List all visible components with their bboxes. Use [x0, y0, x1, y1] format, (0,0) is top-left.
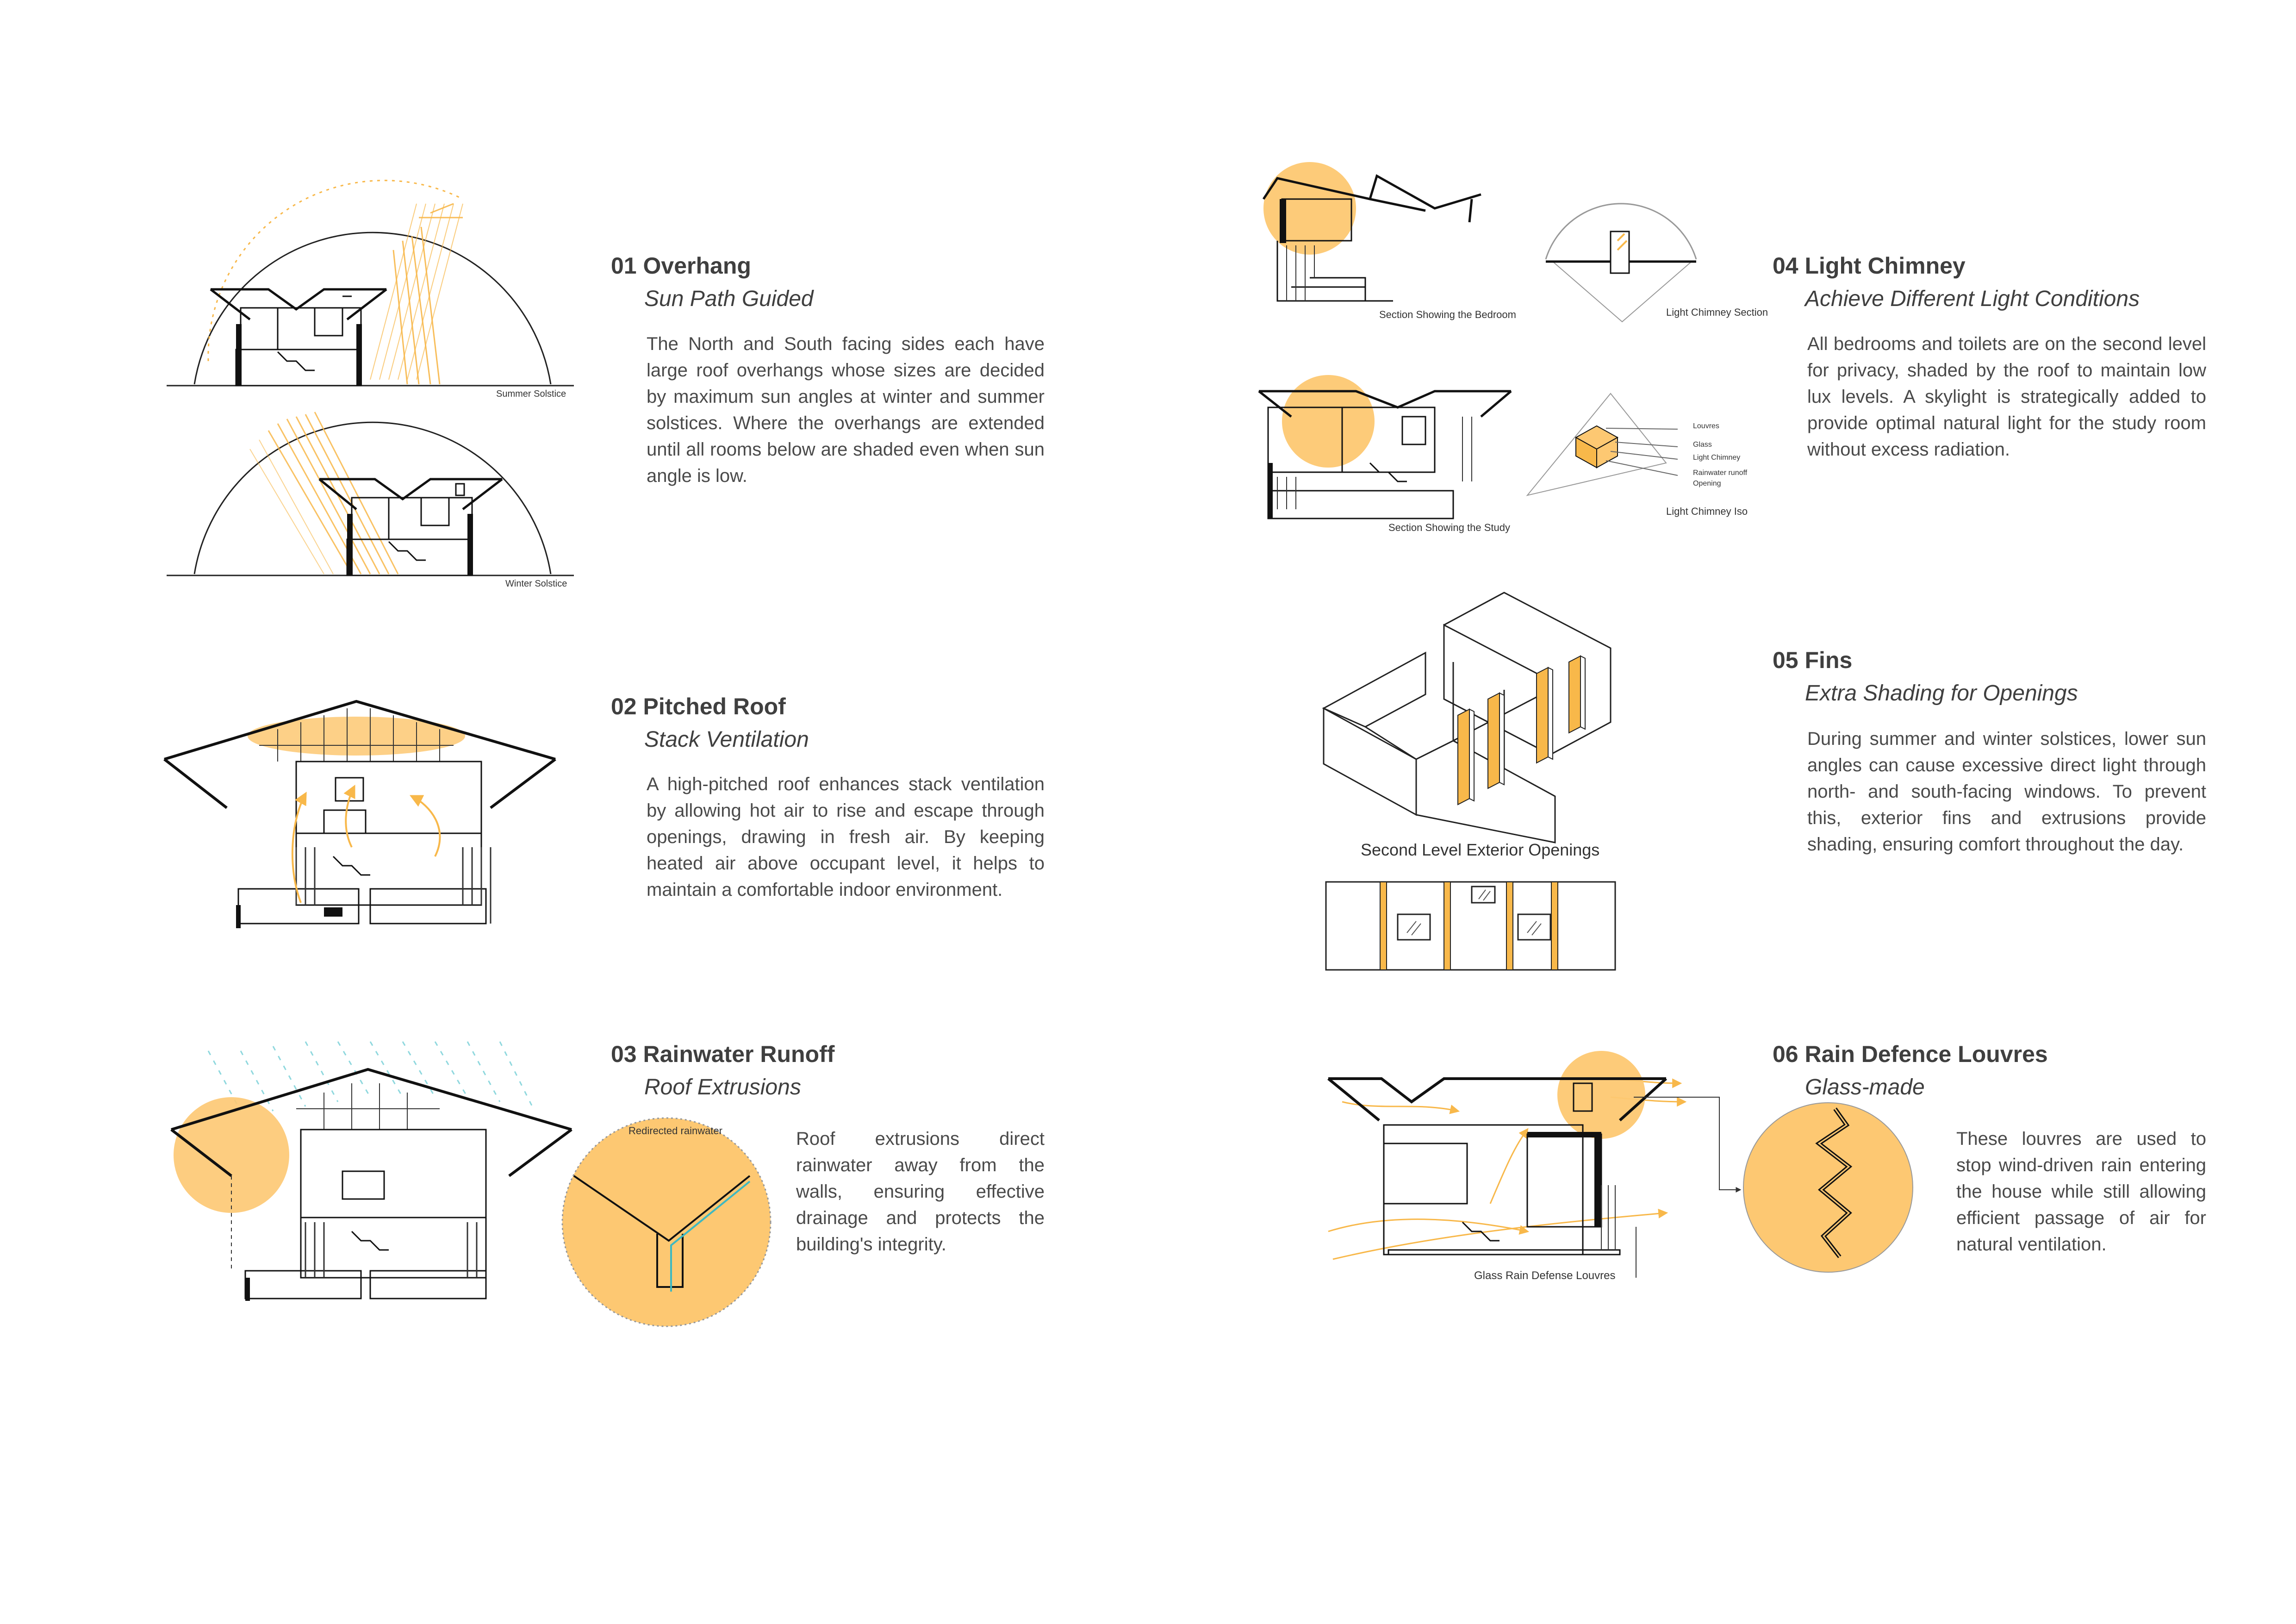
light-chimney-label: Light Chimney: [1693, 454, 1741, 462]
light-chimney-iso-diagram: [1527, 394, 1678, 495]
section-03-title: 03 Rainwater Runoff: [611, 1041, 835, 1067]
opening-label: Opening: [1693, 480, 1721, 487]
light-chimney-section-caption: Light Chimney Section: [1666, 306, 1768, 318]
glass-louvres-caption: Glass Rain Defense Louvres: [1474, 1269, 1616, 1282]
light-chimney-iso-caption: Light Chimney Iso: [1666, 506, 1748, 517]
summer-solstice-diagram: [167, 181, 574, 386]
winter-solstice-caption: Winter Solstice: [505, 579, 567, 589]
louvres-label: Louvres: [1693, 422, 1719, 430]
second-level-openings-caption: Second Level Exterior Openings: [1361, 840, 1600, 859]
fins-iso-diagram: [1324, 593, 1611, 843]
section-03-subtitle: Roof Extrusions: [644, 1075, 801, 1099]
redirected-rainwater-caption: Redirected rainwater: [628, 1125, 722, 1137]
section-05-subtitle: Extra Shading for Openings: [1805, 681, 2078, 706]
glass-label: Glass: [1693, 441, 1712, 449]
section-03-body: Roof extrusions direct rainwater away from the walls, ensuring effective drainage and protects the building's integrity.: [796, 1129, 1045, 1255]
section-01-subtitle: Sun Path Guided: [644, 287, 814, 311]
bedroom-section-diagram: [1263, 162, 1481, 301]
pitched-roof-diagram: [164, 701, 555, 928]
section-04-subtitle: Achieve Different Light Conditions: [1805, 287, 2140, 311]
winter-solstice-diagram: [167, 412, 574, 575]
section-05-title: 05 Fins: [1773, 647, 1853, 673]
section-04-body: All bedrooms and toilets are on the second level for privacy, shaded by the roof to maintain low lux levels. A skylight is strategically added to provide optimal natural light for the study room without excess radiation.: [1807, 334, 2206, 460]
section-04-title: 04 Light Chimney: [1773, 253, 1966, 279]
study-section-caption: Section Showing the Study: [1388, 522, 1510, 533]
section-01-title: 01 Overhang: [611, 253, 751, 279]
summer-solstice-caption: Summer Solstice: [496, 389, 566, 399]
section-06-body: These louvres are used to stop wind-driven rain entering the house while still allowing efficient passage of air for natural ventilation.: [1956, 1129, 2206, 1255]
section-02-body: A high-pitched roof enhances stack ventilation by allowing hot air to rise and escape through openings, drawing in fresh air. By keeping heated air above occupant level, it helps to maintain a comfortable indoor environment.: [647, 774, 1045, 900]
section-06-subtitle: Glass-made: [1805, 1075, 1925, 1099]
study-section-diagram: [1259, 375, 1511, 518]
section-01-body: The North and South facing sides each have large roof overhangs whose sizes are decided by maximum sun angles at winter and summer solstices. Where the overhangs are extended until all rooms below are shaded even when sun angle is low.: [647, 334, 1045, 486]
section-02-subtitle: Stack Ventilation: [644, 727, 809, 752]
fins-elevation-diagram: [1326, 882, 1615, 970]
rainwater-runoff-label: Rainwater runoff: [1693, 469, 1748, 477]
bedroom-section-caption: Section Showing the Bedroom: [1379, 309, 1516, 320]
section-05-body: During summer and winter solstices, lower sun angles can cause excessive direct light through north- and south-facing windows. To prevent this, exterior fins and extrusions provide shading, ensuring comfort throughout the day.: [1807, 729, 2206, 855]
section-06-title: 06 Rain Defence Louvres: [1773, 1041, 2048, 1067]
section-02-title: 02 Pitched Roof: [611, 693, 786, 719]
light-chimney-section-diagram: [1546, 204, 1696, 322]
